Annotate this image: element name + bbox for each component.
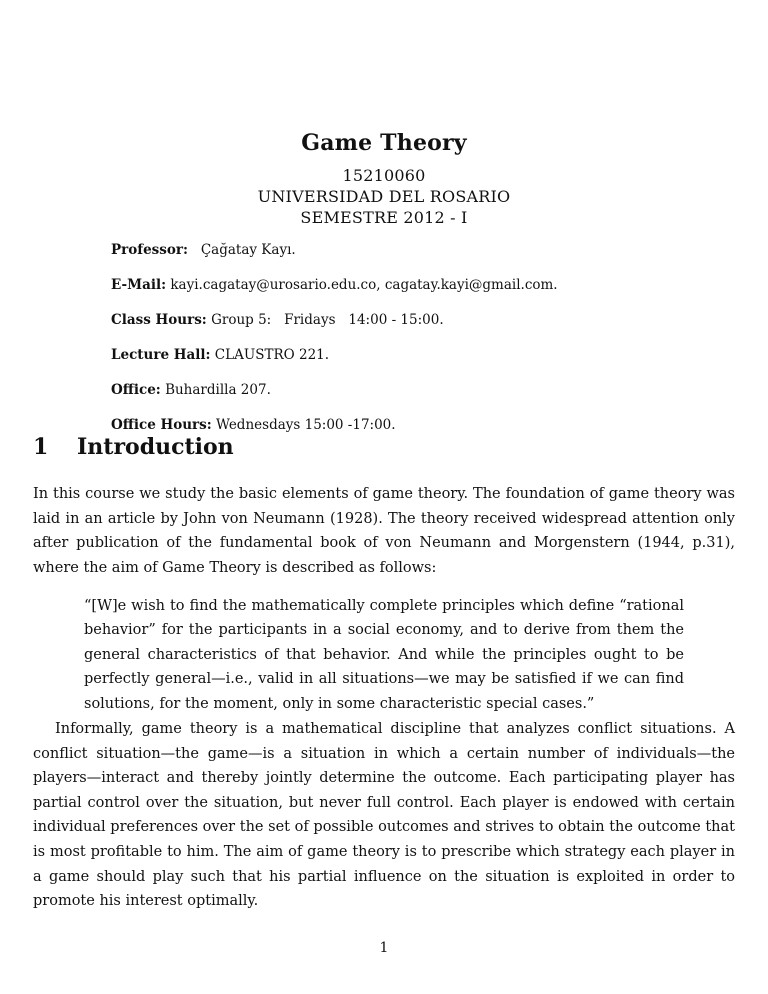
- class-hours-line: [111, 311, 444, 329]
- section-title: Introduction: [77, 434, 234, 460]
- section-number: 1: [33, 434, 49, 460]
- office-hours-line: [111, 416, 396, 434]
- lecture-hall-value: CLAUSTRO 221.: [214, 347, 330, 363]
- intro-paragraph: In this course we study the basic elements of game theory. The foundation of game theory was laid in an article by John von Neumann (1928). The theory received widespread attention only after publication of the fundamental book of von Neumann and Morgenstern (1944, p.31), where the aim of Game Theory is described as follows:: [33, 486, 735, 576]
- course-title: Game Theory: [301, 130, 467, 156]
- lecture-hall-line: [111, 346, 329, 364]
- office-line: [111, 381, 271, 399]
- quotation: “[W]e wish to find the mathematically complete principles which define “rational behavior” for the participants in a social economy, and to derive from them the general characteristics of that behavior. And while the principles ought to be perfectly general—i.e., valid in all situations—we may be satisfied if we can find solutions, for the moment, only in some characteristic special cases.”: [84, 598, 684, 712]
- email-value: kayi.cagatay@urosario.edu.co, cagatay.kayi@gmail.com.: [170, 277, 558, 293]
- professor-label: Professor:: [111, 242, 188, 258]
- email-line: [111, 276, 558, 294]
- university-name: UNIVERSIDAD DEL ROSARIO: [257, 187, 511, 206]
- lecture-hall-label: Lecture Hall:: [111, 347, 211, 363]
- class-hours-label: Class Hours:: [111, 312, 207, 328]
- semester: SEMESTRE 2012 - I: [300, 208, 468, 227]
- office-hours-label: Office Hours:: [111, 417, 212, 433]
- office-hours-value: Wednesdays 15:00 -17:00.: [216, 417, 396, 433]
- office-label: Office:: [111, 382, 161, 398]
- body-paragraph: Informally, game theory is a mathematical discipline that analyzes conflict situations. A conflict situation—the game—is a situation in which a certain number of individuals—the players—interact and thereby jointly determine the outcome. Each participating player has partial control over the situation, but never full control. Each player is endowed with certain individual preferences over the set of possible outcomes and strives to obtain the outcome that is most profitable to him. The aim of game theory is to prescribe which strategy each player in a game should play such that his partial influence on the situation is exploited in order to promote his interest optimally.: [33, 721, 735, 910]
- class-group: Group 5:: [211, 312, 272, 328]
- professor-line: [111, 241, 296, 259]
- section-heading: [33, 434, 234, 460]
- page-number: 1: [379, 940, 389, 956]
- class-day: Fridays: [284, 312, 336, 328]
- course-code: 15210060: [342, 166, 426, 185]
- office-value: Buhardilla 207.: [165, 382, 271, 398]
- professor-value: Çağatay Kayı.: [200, 242, 296, 258]
- email-label: E-Mail:: [111, 277, 167, 293]
- class-time: 14:00 - 15:00.: [348, 312, 444, 328]
